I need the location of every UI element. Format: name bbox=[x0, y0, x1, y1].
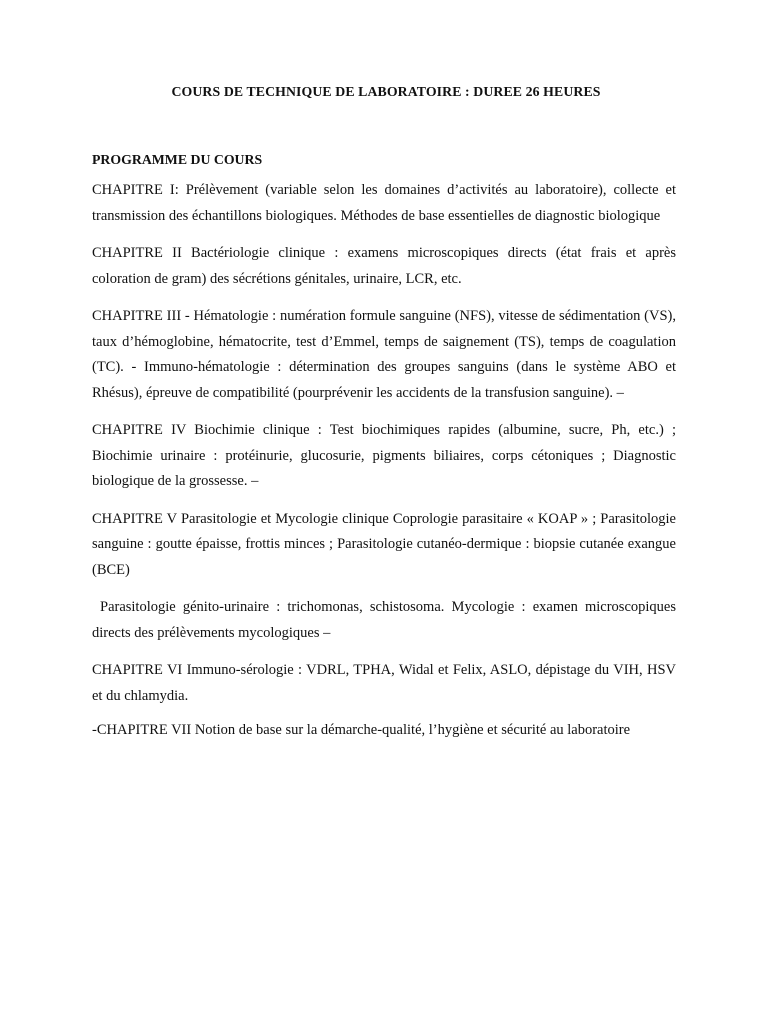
document-title: COURS DE TECHNIQUE DE LABORATOIRE : DUREE 26 HEURES bbox=[171, 84, 601, 99]
chapter-1-paragraph: CHAPITRE I: Prélèvement (variable selon les domaines d’activités au laboratoire), collecte et transmission des échantillons biologiques. Méthodes de base essentielles de diagnostic biologique bbox=[92, 182, 676, 224]
chapter-4-paragraph: CHAPITRE IV Biochimie clinique : Test biochimiques rapides (albumine, sucre, Ph, etc.) ; Biochimie urinaire : protéinurie, glucosurie, pigments biliaires, corps cétoniques ; Diagnostic biologique de la grossesse. – bbox=[92, 422, 676, 489]
chapter-3-paragraph: CHAPITRE III - Hématologie : numération formule sanguine (NFS), vitesse de sédimentation (VS), taux d’hémoglobine, hématocrite, test d’Emmel, temps de saignement (TS), temps de coagulation (TC). - Immuno-hématologie : détermination des groupes sanguins (dans le système ABO et Rhésus), épreuve de compatibilité (pourprévenir les accidents de la transfusion sanguine). – bbox=[92, 308, 676, 401]
chapter-5-continued-paragraph: Parasitologie génito-urinaire : trichomonas, schistosoma. Mycologie : examen microscopiques directs des prélèvements mycologiques – bbox=[92, 599, 676, 641]
chapter-5-paragraph: CHAPITRE V Parasitologie et Mycologie clinique Coprologie parasitaire « KOAP » ; Parasitologie sanguine : goutte épaisse, frottis minces ; Parasitologie cutanéo-dermique : biopsie cutanée exangue (BCE) bbox=[92, 510, 676, 578]
chapter-6-paragraph: CHAPITRE VI Immuno-sérologie : VDRL, TPHA, Widal et Felix, ASLO, dépistage du VIH, HSV et du chlamydia. bbox=[92, 662, 676, 704]
chapter-2-paragraph: CHAPITRE II Bactériologie clinique : examens microscopiques directs (état frais et après coloration de gram) des sécrétions génitales, urinaire, LCR, etc. bbox=[92, 245, 676, 287]
document-subtitle: PROGRAMME DU COURS bbox=[92, 152, 263, 167]
chapter-7-paragraph: -CHAPITRE VII Notion de base sur la démarche-qualité, l’hygiène et sécurité au laboratoire bbox=[92, 722, 631, 738]
